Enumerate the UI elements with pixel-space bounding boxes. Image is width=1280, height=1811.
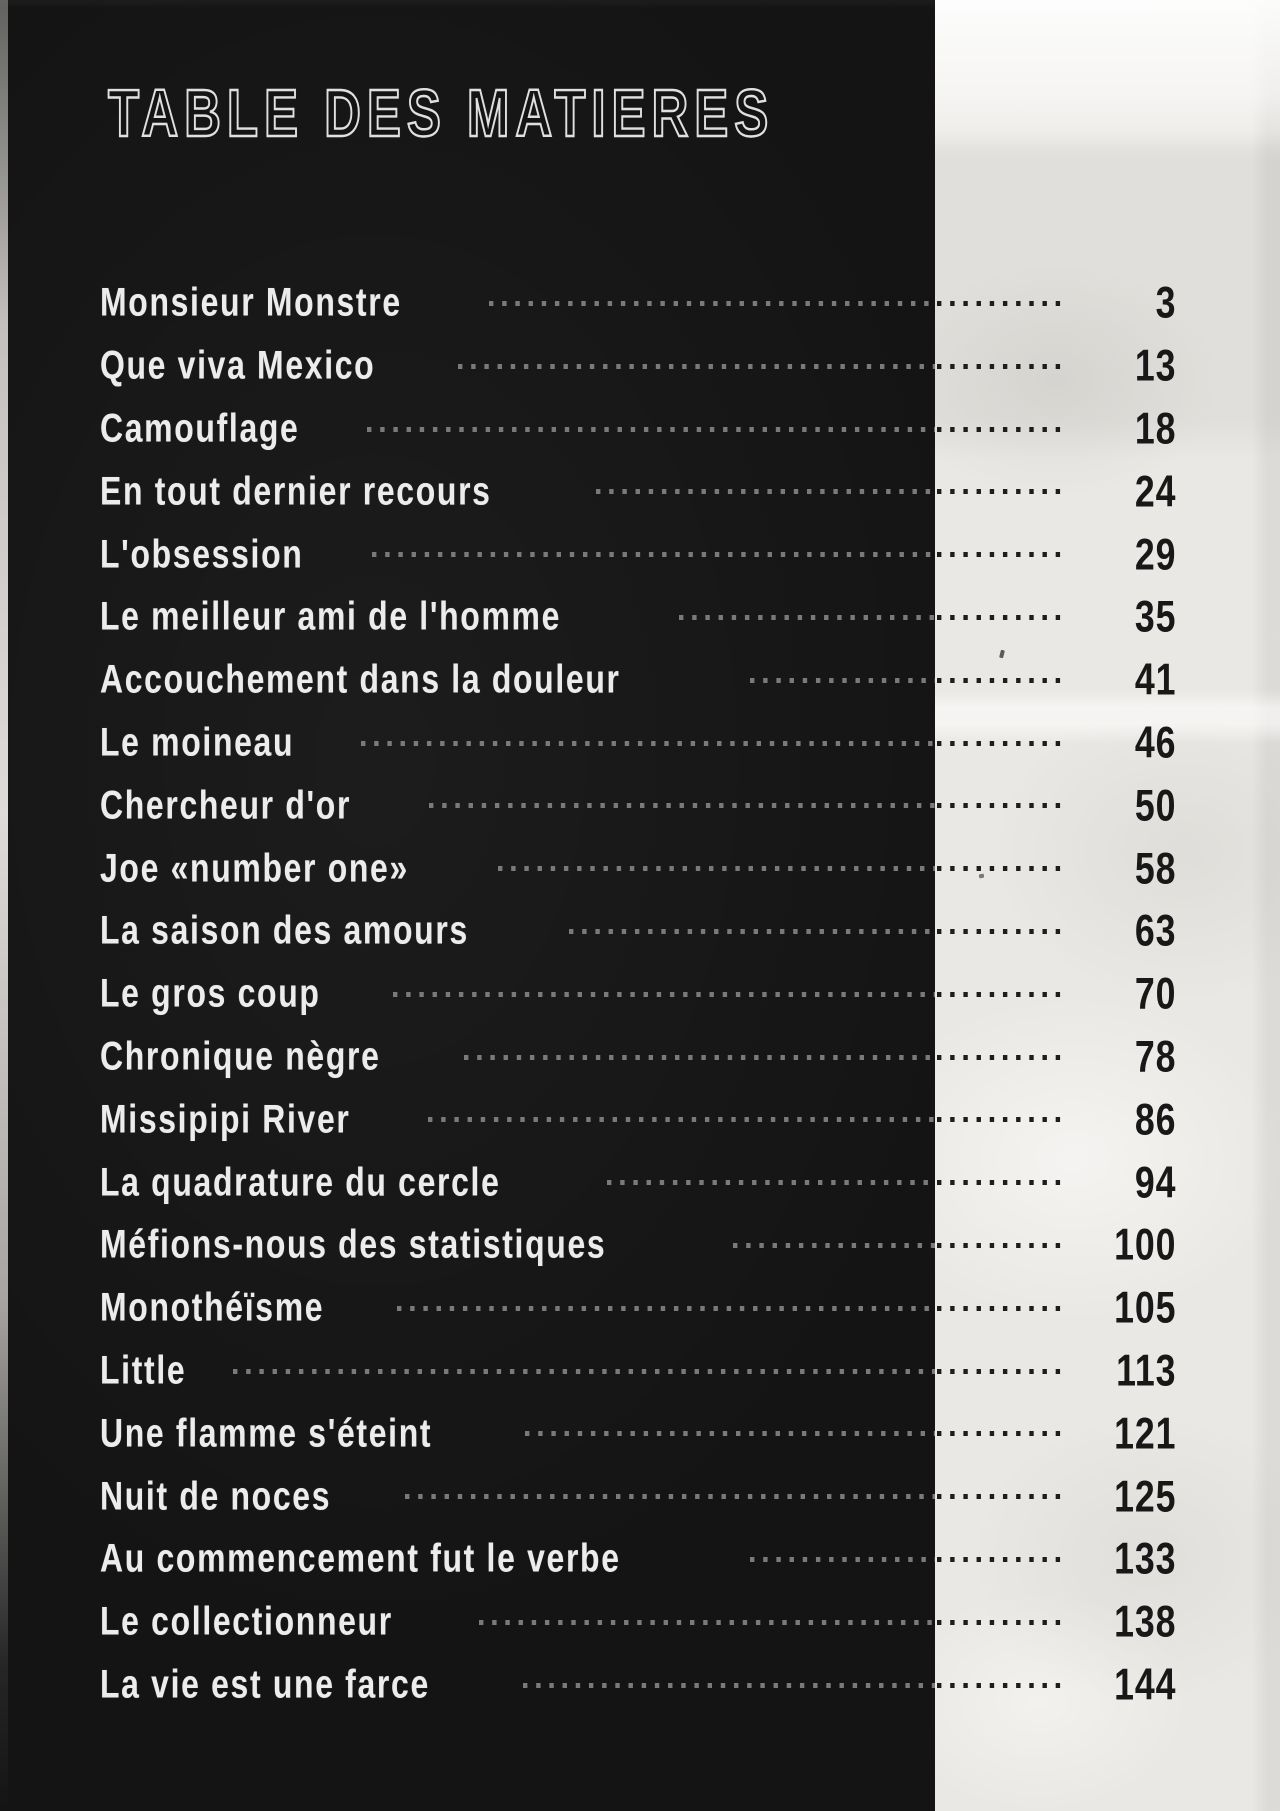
page-number: 3 [1155,278,1177,328]
leader-dots-on-black [365,398,935,461]
toc-row [100,1528,1178,1591]
toc-row [100,712,1178,775]
leader-dots-on-black [677,586,935,649]
leader-dots-on-black [567,900,935,963]
leader-dots-on-black [403,1465,935,1528]
leader-dots-on-black [395,1277,935,1340]
page-number: 50 [1134,780,1177,830]
leader-dots-on-black [391,963,935,1026]
leader-dots-on-black [731,1214,935,1277]
leader-dots-on-white [935,837,1067,900]
page-number: 35 [1134,592,1177,642]
toc-row [100,1402,1178,1465]
leader-dots-on-white [935,1591,1067,1654]
toc-row [100,1088,1178,1151]
chapter-title: Monsieur Monstre [100,281,402,326]
page-number: 86 [1134,1094,1177,1144]
chapter-title: Joe «number one» [100,846,409,891]
leader-dots-on-black [523,1402,935,1465]
leader-dots-on-white [935,1402,1067,1465]
page-number: 41 [1134,654,1177,705]
chapter-title: La quadrature du cercle [100,1160,501,1205]
page-number: 58 [1134,843,1177,893]
scan-speck [979,874,985,879]
page-number: 13 [1134,340,1177,391]
page-number: 46 [1134,717,1177,768]
leader-dots-on-black [521,1654,935,1717]
page-number: 105 [1114,1282,1177,1333]
leader-dots-on-white [935,1277,1067,1340]
chapter-title: Le collectionneur [100,1599,393,1645]
page-edge-sliver [0,0,8,1811]
leader-dots-on-white [935,1214,1067,1277]
page-number: 125 [1114,1471,1177,1521]
leader-dots-on-white [935,774,1067,837]
page-title: TABLE DES MATIERES [108,75,775,151]
toc-row [100,1340,1178,1403]
toc-row [100,1654,1178,1717]
leader-dots-on-white [935,900,1067,963]
leader-dots-on-white [935,963,1067,1026]
page-number: 100 [1114,1220,1177,1270]
page-number: 63 [1134,906,1177,956]
chapter-title: Missipipi River [100,1097,351,1143]
leader-dots-on-black [748,649,935,712]
chapter-title: Le gros coup [100,971,321,1017]
leader-dots-on-black [605,1151,935,1214]
table-of-contents [100,272,1178,1716]
chapter-title: Accouchement dans la douleur [100,657,621,703]
chapter-title: Au commencement fut le verbe [100,1537,621,1582]
leader-dots-on-black [426,1088,935,1151]
page-number: 78 [1134,1031,1177,1082]
leader-dots-on-black [427,774,935,837]
page-number: 94 [1134,1157,1177,1207]
leader-dots-on-white [935,649,1067,712]
chapter-title: Une flamme s'éteint [100,1411,433,1456]
chapter-title: Camouflage [100,406,300,452]
page-number: 29 [1134,529,1177,579]
chapter-title: Le moineau [100,720,295,766]
leader-dots-on-white [935,1340,1067,1403]
page-number: 138 [1114,1596,1177,1647]
leader-dots-on-white [935,1528,1067,1591]
leader-dots-on-white [935,523,1067,586]
leader-dots-on-white [935,460,1067,523]
chapter-title: Nuit de noces [100,1474,332,1519]
leader-dots-on-black [594,460,935,523]
leader-dots-on-white [935,1465,1067,1528]
leader-dots-on-black [748,1528,935,1591]
leader-dots-on-black [462,1026,935,1089]
toc-row [100,1277,1178,1340]
leader-dots-on-black [496,837,935,900]
leader-dots-on-black [477,1591,935,1654]
leader-dots-on-black [359,712,935,775]
toc-row [100,523,1178,586]
toc-row [100,1214,1178,1277]
page-number: 24 [1134,466,1177,516]
toc-row [100,774,1178,837]
leader-dots-on-black [231,1340,935,1403]
leader-dots-on-white [935,335,1067,398]
toc-row [100,398,1178,461]
chapter-title: La vie est une farce [100,1662,430,1708]
toc-row [100,963,1178,1026]
leader-dots-on-white [935,1654,1067,1717]
chapter-title: Le meilleur ami de l'homme [100,595,562,640]
toc-row [100,649,1178,712]
leader-dots-on-white [935,586,1067,649]
page-number: 121 [1114,1408,1177,1458]
leader-dots-on-white [935,1088,1067,1151]
toc-row [100,335,1178,398]
chapter-title: En tout dernier recours [100,469,492,515]
toc-row [100,272,1178,335]
toc-row [100,460,1178,523]
leader-dots-on-white [935,712,1067,775]
chapter-title: Monothéïsme [100,1285,325,1331]
leader-dots-on-black [370,523,935,586]
chapter-title: Chercheur d'or [100,783,352,829]
toc-row [100,1591,1178,1654]
leader-dots-on-white [935,1151,1067,1214]
toc-row [100,1465,1178,1528]
toc-row [100,1151,1178,1214]
leader-dots-on-white [935,1026,1067,1089]
leader-dots-on-white [935,398,1067,461]
page-number: 144 [1114,1659,1177,1710]
leader-dots-on-white [935,272,1067,335]
page-number: 133 [1114,1534,1177,1584]
toc-row [100,1026,1178,1089]
chapter-title: La saison des amours [100,909,469,954]
chapter-title: Little [100,1348,187,1394]
chapter-title: L'obsession [100,532,304,577]
chapter-title: Chronique nègre [100,1034,381,1080]
leader-dots-on-black [487,272,935,335]
leader-dots-on-black [456,335,935,398]
chapter-title: Méfions-nous des statistiques [100,1223,607,1268]
toc-row [100,586,1178,649]
page-number: 113 [1116,1345,1177,1396]
toc-row [100,837,1178,900]
chapter-title: Que viva Mexico [100,343,376,389]
page-number: 18 [1134,403,1177,454]
page-number: 70 [1134,968,1177,1019]
toc-row [100,900,1178,963]
